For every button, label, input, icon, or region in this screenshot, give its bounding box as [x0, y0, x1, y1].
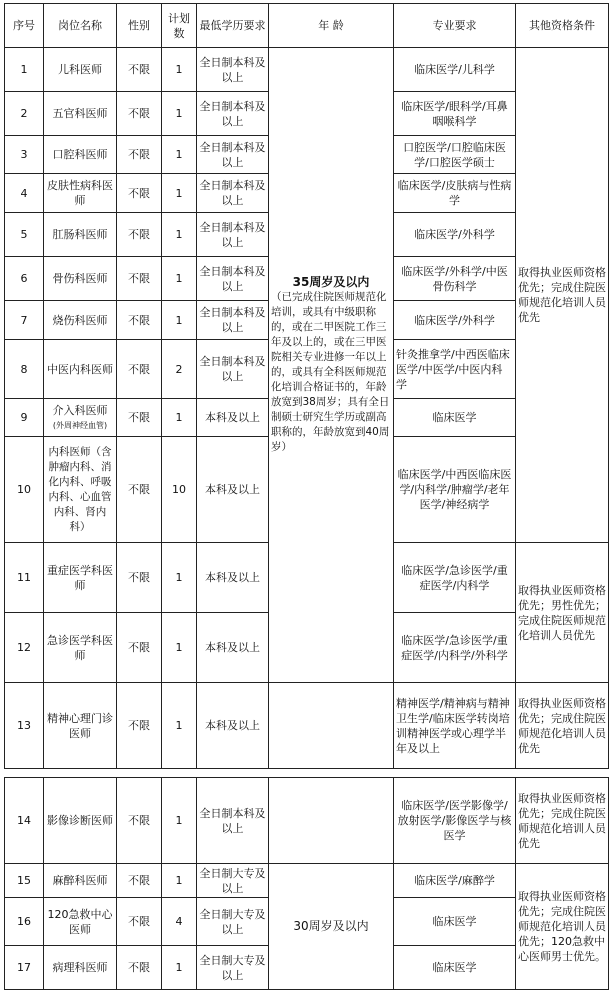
header-gender: 性别 [117, 4, 162, 48]
recruitment-table-part1 [4, 3, 609, 769]
plan-cell: 10 [162, 437, 197, 543]
education-cell: 全日制本科及以上 [197, 92, 269, 136]
position-cell: 五官科医师 [44, 92, 117, 136]
plan-cell: 1 [162, 543, 197, 613]
major-cell: 临床医学/儿科学 [394, 48, 516, 92]
gender-cell: 不限 [117, 257, 162, 301]
other-conditions-cell-e: 取得执业医师资格优先；完成住院医师规范化培训人员优先；120急救中心医师男士优先。 [516, 864, 609, 990]
major-cell: 临床医学/外科学 [394, 213, 516, 257]
position-cell: 肛肠科医师 [44, 213, 117, 257]
gender-cell: 不限 [117, 92, 162, 136]
gender-cell: 不限 [117, 437, 162, 543]
major-cell: 精神医学/精神病与精神卫生学/临床医学转岗培训精神医学或心理学半年及以上 [394, 683, 516, 769]
gender-cell: 不限 [117, 683, 162, 769]
gender-cell: 不限 [117, 340, 162, 399]
position-cell: 120急救中心医师 [44, 898, 117, 946]
header-age: 年 龄 [269, 4, 394, 48]
major-cell: 临床医学/外科学/中医骨伤科学 [394, 257, 516, 301]
gender-cell: 不限 [117, 174, 162, 213]
plan-cell: 1 [162, 613, 197, 683]
position-cell: 重症医学科医师 [44, 543, 117, 613]
plan-cell: 2 [162, 340, 197, 399]
gender-cell: 不限 [117, 136, 162, 174]
seq-cell: 17 [5, 946, 44, 990]
other-conditions-cell-a: 取得执业医师资格优先；完成住院医师规范化培训人员优先 [516, 48, 609, 543]
plan-cell: 1 [162, 683, 197, 769]
plan-cell: 1 [162, 778, 197, 864]
education-cell: 全日制本科及以上 [197, 257, 269, 301]
plan-cell: 1 [162, 174, 197, 213]
position-cell: 口腔科医师 [44, 136, 117, 174]
education-cell: 全日制本科及以上 [197, 136, 269, 174]
age-detail-text: （已完成住院医师规范化培训，或具有中级职称的，或在二甲医院工作三年及以上的，或在三甲医院相关专业进修一年以上的，或具有全科医师规范化培训合格证书的，年龄放宽到38周岁；具有全日制硕士研究生学历或副高职称的，年龄放宽到40周岁） [271, 291, 390, 453]
position-cell: 病理科医师 [44, 946, 117, 990]
major-cell: 临床医学/医学影像学/放射医学/影像医学与核医学 [394, 778, 516, 864]
education-cell: 全日制本科及以上 [197, 213, 269, 257]
major-cell: 临床医学 [394, 946, 516, 990]
gender-cell: 不限 [117, 301, 162, 340]
position-cell: 内科医师（含肿瘤内科、消化内科、呼吸内科、心血管内科、肾内科） [44, 437, 117, 543]
seq-cell: 2 [5, 92, 44, 136]
education-cell: 全日制本科及以上 [197, 174, 269, 213]
plan-cell: 4 [162, 898, 197, 946]
plan-cell: 1 [162, 946, 197, 990]
position-cell: 中医内科医师 [44, 340, 117, 399]
education-cell: 全日制大专及以上 [197, 898, 269, 946]
header-row [5, 4, 609, 48]
major-cell: 临床医学/外科学 [394, 301, 516, 340]
plan-cell: 1 [162, 136, 197, 174]
gender-cell: 不限 [117, 48, 162, 92]
seq-cell: 6 [5, 257, 44, 301]
major-cell: 口腔医学/口腔临床医学/口腔医学硕士 [394, 136, 516, 174]
major-cell: 临床医学/皮肤病与性病学 [394, 174, 516, 213]
table-row [5, 778, 609, 864]
major-cell: 临床医学/眼科学/耳鼻咽喉科学 [394, 92, 516, 136]
age-requirement-cell-b: 30周岁及以内 [269, 864, 394, 990]
seq-cell: 8 [5, 340, 44, 399]
position-name: 介入科医师 [52, 403, 108, 417]
seq-cell: 16 [5, 898, 44, 946]
age-main-text: 35周岁及以内 [292, 275, 370, 289]
header-major: 专业要求 [394, 4, 516, 48]
gender-cell: 不限 [117, 946, 162, 990]
table-row [5, 48, 609, 92]
age-requirement-cell-blank [269, 778, 394, 864]
seq-cell: 4 [5, 174, 44, 213]
major-cell: 临床医学 [394, 399, 516, 437]
gender-cell: 不限 [117, 864, 162, 898]
position-cell: 皮肤性病科医师 [44, 174, 117, 213]
seq-cell: 14 [5, 778, 44, 864]
header-education: 最低学历要求 [197, 4, 269, 48]
position-cell [44, 399, 117, 437]
position-cell: 儿科医师 [44, 48, 117, 92]
plan-cell: 1 [162, 92, 197, 136]
education-cell: 全日制大专及以上 [197, 946, 269, 990]
education-cell: 全日制本科及以上 [197, 301, 269, 340]
major-cell: 针灸推拿学/中西医临床医学/中医学/中医内科学 [394, 340, 516, 399]
education-cell: 本科及以上 [197, 543, 269, 613]
seq-cell: 9 [5, 399, 44, 437]
gender-cell: 不限 [117, 898, 162, 946]
position-cell: 急诊医学科医师 [44, 613, 117, 683]
header-position: 岗位名称 [44, 4, 117, 48]
age-requirement-cell-a2 [269, 683, 394, 769]
plan-cell: 1 [162, 213, 197, 257]
seq-cell: 3 [5, 136, 44, 174]
position-cell: 麻醉科医师 [44, 864, 117, 898]
age-requirement-cell-a [269, 48, 394, 683]
seq-cell: 13 [5, 683, 44, 769]
recruitment-table-part2 [4, 777, 609, 990]
seq-cell: 5 [5, 213, 44, 257]
seq-cell: 12 [5, 613, 44, 683]
major-cell: 临床医学 [394, 898, 516, 946]
gender-cell: 不限 [117, 778, 162, 864]
major-cell: 临床医学/急诊医学/重症医学/内科学/外科学 [394, 613, 516, 683]
gender-cell: 不限 [117, 213, 162, 257]
position-cell: 精神心理门诊医师 [44, 683, 117, 769]
seq-cell: 1 [5, 48, 44, 92]
header-other: 其他资格条件 [516, 4, 609, 48]
plan-cell: 1 [162, 48, 197, 92]
seq-cell: 10 [5, 437, 44, 543]
gender-cell: 不限 [117, 543, 162, 613]
plan-cell: 1 [162, 864, 197, 898]
education-cell: 全日制本科及以上 [197, 48, 269, 92]
other-conditions-cell-b: 取得执业医师资格优先；男性优先；完成住院医师规范化培训人员优先 [516, 543, 609, 683]
position-note: (外周神经血管) [52, 420, 108, 430]
major-cell: 临床医学/中西医临床医学/内科学/肿瘤学/老年医学/神经病学 [394, 437, 516, 543]
other-conditions-cell-c: 取得执业医师资格优先；完成住院医师规范化培训人员优先 [516, 683, 609, 769]
seq-cell: 15 [5, 864, 44, 898]
education-cell: 全日制本科及以上 [197, 340, 269, 399]
position-cell: 骨伤科医师 [44, 257, 117, 301]
other-conditions-cell-d: 取得执业医师资格优先；完成住院医师规范化培训人员优先 [516, 778, 609, 864]
gender-cell: 不限 [117, 399, 162, 437]
table-row [5, 683, 609, 769]
table-row [5, 864, 609, 898]
plan-cell: 1 [162, 257, 197, 301]
education-cell: 本科及以上 [197, 437, 269, 543]
position-cell: 烧伤科医师 [44, 301, 117, 340]
header-seq: 序号 [5, 4, 44, 48]
header-plan: 计划数 [162, 4, 197, 48]
gender-cell: 不限 [117, 613, 162, 683]
education-cell: 全日制大专及以上 [197, 864, 269, 898]
plan-cell: 1 [162, 399, 197, 437]
seq-cell: 7 [5, 301, 44, 340]
education-cell: 本科及以上 [197, 683, 269, 769]
seq-cell: 11 [5, 543, 44, 613]
plan-cell: 1 [162, 301, 197, 340]
major-cell: 临床医学/麻醉学 [394, 864, 516, 898]
education-cell: 本科及以上 [197, 613, 269, 683]
education-cell: 本科及以上 [197, 399, 269, 437]
education-cell: 全日制本科及以上 [197, 778, 269, 864]
position-cell: 影像诊断医师 [44, 778, 117, 864]
major-cell: 临床医学/急诊医学/重症医学/内科学 [394, 543, 516, 613]
